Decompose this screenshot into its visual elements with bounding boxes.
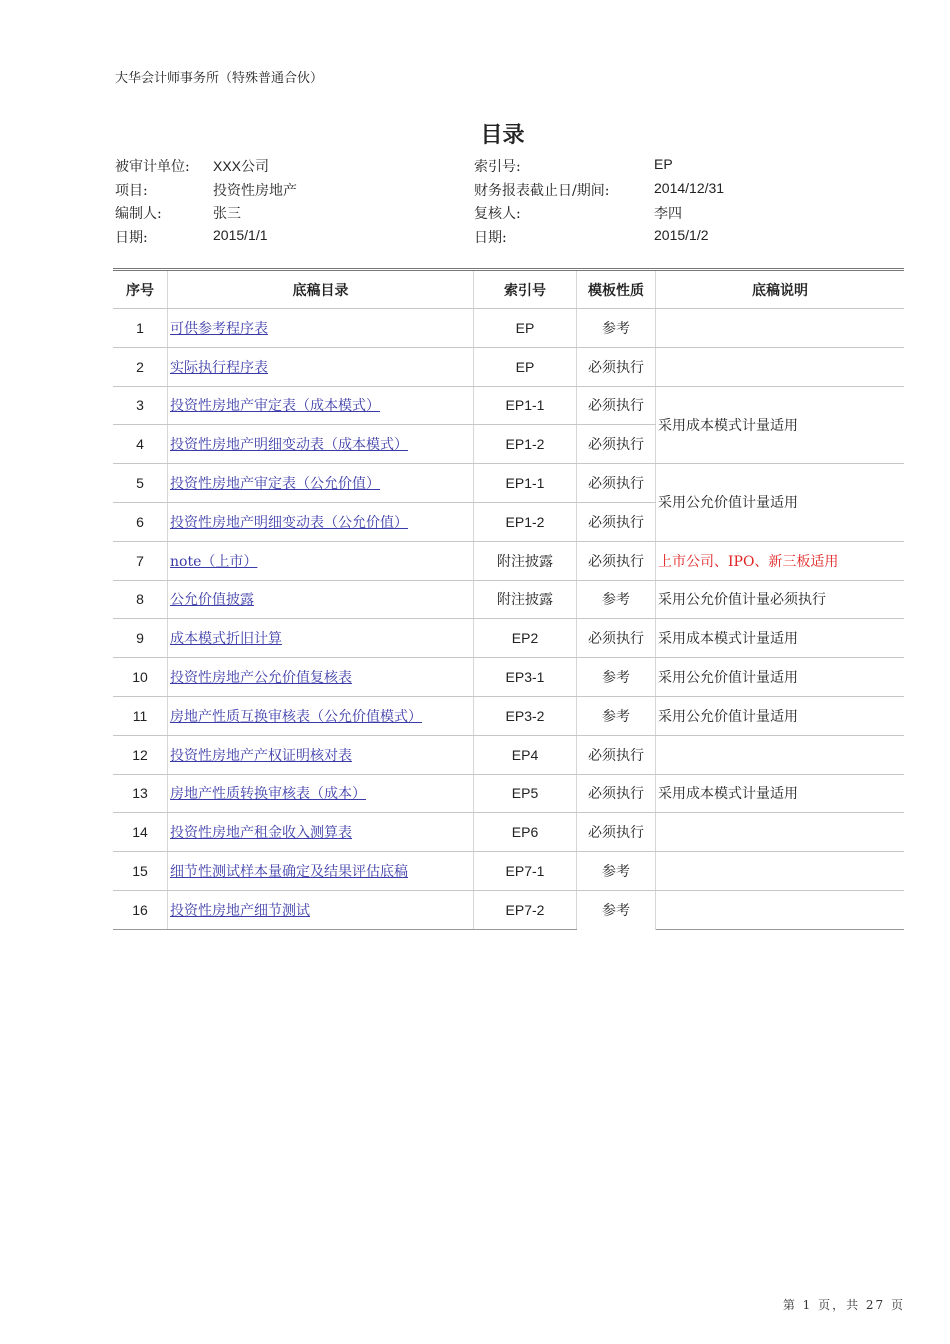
row-index: EP1-1 [474, 386, 577, 425]
row-index: EP7-2 [474, 890, 577, 929]
period-value: 2014/12/31 [654, 180, 725, 196]
workpaper-link[interactable]: 投资性房地产明细变动表（公允价值） [170, 514, 408, 531]
row-index: EP4 [474, 735, 577, 774]
row-note-text: 上市公司、IPO、新三板适用 [658, 553, 839, 570]
toc-body [113, 309, 904, 930]
table-row [113, 658, 904, 697]
table-row [113, 774, 904, 813]
row-nature: 参考 [577, 580, 656, 619]
workpaper-link[interactable]: 细节性测试样本量确定及结果评估底稿 [170, 864, 408, 881]
row-nature: 必须执行 [577, 813, 656, 852]
row-nature: 必须执行 [577, 735, 656, 774]
row-number: 2 [113, 347, 168, 386]
row-note [656, 658, 905, 697]
row-name-cell [168, 347, 474, 386]
row-name-cell [168, 619, 474, 658]
row-note [656, 464, 905, 542]
row-name-cell [168, 813, 474, 852]
row-note-text: 采用成本模式计量适用 [658, 417, 798, 434]
row-nature: 参考 [577, 890, 656, 929]
row-number: 16 [113, 890, 168, 929]
table-row [113, 852, 904, 891]
row-number: 12 [113, 735, 168, 774]
table-row [113, 619, 904, 658]
row-number: 7 [113, 541, 168, 580]
header-index: 索引号 [474, 271, 577, 309]
table-row [113, 347, 904, 386]
row-note-text: 采用成本模式计量适用 [658, 786, 798, 803]
row-note [656, 890, 905, 929]
date2-value: 2015/1/2 [654, 227, 709, 243]
workpaper-link[interactable]: 投资性房地产租金收入测算表 [170, 825, 352, 842]
row-index: 附注披露 [474, 541, 577, 580]
row-note [656, 309, 905, 348]
row-number: 6 [113, 502, 168, 541]
row-nature: 必须执行 [577, 464, 656, 503]
row-note [656, 852, 905, 891]
reviewer-label: 复核人: [474, 206, 521, 222]
row-number: 9 [113, 619, 168, 658]
row-number: 1 [113, 309, 168, 348]
date1-label: 日期: [115, 230, 148, 246]
client-label: 被审计单位: [115, 159, 190, 175]
row-nature: 必须执行 [577, 619, 656, 658]
row-name-cell [168, 580, 474, 619]
header-nature: 模板性质 [577, 271, 656, 309]
row-name-cell [168, 386, 474, 425]
row-number: 14 [113, 813, 168, 852]
index-value: EP [654, 156, 673, 172]
workpaper-link[interactable]: 投资性房地产审定表（成本模式） [170, 398, 380, 415]
row-index: 附注披露 [474, 580, 577, 619]
workpaper-link[interactable]: 投资性房地产公允价值复核表 [170, 670, 352, 687]
row-name-cell [168, 502, 474, 541]
table-row [113, 890, 904, 929]
row-index: EP1-2 [474, 502, 577, 541]
row-note [656, 347, 905, 386]
row-number: 3 [113, 386, 168, 425]
workpaper-link[interactable]: 可供参考程序表 [170, 320, 268, 337]
table-row [113, 580, 904, 619]
workpaper-link[interactable]: 投资性房地产产权证明核对表 [170, 747, 352, 764]
row-nature: 参考 [577, 309, 656, 348]
preparer-value: 张三 [213, 206, 241, 222]
row-name-cell [168, 735, 474, 774]
row-index: EP7-1 [474, 852, 577, 891]
row-note [656, 696, 905, 735]
row-note-text: 采用公允价值计量适用 [658, 670, 798, 687]
workpaper-link[interactable]: 房地产性质转换审核表（成本） [170, 786, 366, 803]
row-index: EP3-2 [474, 696, 577, 735]
row-index: EP5 [474, 774, 577, 813]
project-label: 项目: [115, 183, 148, 199]
period-label: 财务报表截止日/期间: [474, 183, 610, 199]
date1-value: 2015/1/1 [213, 227, 268, 243]
row-number: 4 [113, 425, 168, 464]
table-row [113, 386, 904, 425]
project-value: 投资性房地产 [213, 183, 297, 199]
row-nature: 必须执行 [577, 502, 656, 541]
preparer-label: 编制人: [115, 206, 162, 222]
row-name-cell [168, 425, 474, 464]
row-name-cell [168, 890, 474, 929]
table-row [113, 464, 904, 503]
row-nature: 必须执行 [577, 774, 656, 813]
row-name-cell [168, 696, 474, 735]
row-number: 11 [113, 696, 168, 735]
toc-table [113, 271, 904, 930]
date2-label: 日期: [474, 230, 507, 246]
table-row [113, 541, 904, 580]
row-name-cell [168, 541, 474, 580]
row-note-text: 采用公允价值计量必须执行 [658, 592, 826, 609]
row-note [656, 386, 905, 464]
reviewer-value: 李四 [654, 206, 682, 222]
row-index: EP6 [474, 813, 577, 852]
row-nature: 参考 [577, 658, 656, 697]
row-number: 15 [113, 852, 168, 891]
firm-name: 大华会计师事务所（特殊普通合伙） [115, 71, 324, 86]
page-title: 目录 [480, 123, 525, 148]
row-name-cell [168, 464, 474, 503]
row-nature: 必须执行 [577, 541, 656, 580]
row-note [656, 541, 905, 580]
page-footer: 第 1 页，共 27 页 [782, 1298, 905, 1312]
table-row [113, 696, 904, 735]
header-note: 底稿说明 [656, 271, 905, 309]
row-name-cell [168, 774, 474, 813]
workpaper-link[interactable]: 实际执行程序表 [170, 359, 268, 376]
row-index: EP [474, 309, 577, 348]
row-note [656, 774, 905, 813]
row-index: EP2 [474, 619, 577, 658]
row-index: EP1-2 [474, 425, 577, 464]
row-nature: 必须执行 [577, 386, 656, 425]
row-number: 8 [113, 580, 168, 619]
row-note-text: 采用成本模式计量适用 [658, 631, 798, 648]
row-name-cell [168, 658, 474, 697]
client-value: XXX公司 [213, 158, 270, 174]
workpaper-link[interactable]: note（上市） [170, 553, 258, 570]
index-label: 索引号: [474, 159, 521, 175]
table-row [113, 735, 904, 774]
row-number: 13 [113, 774, 168, 813]
row-number: 10 [113, 658, 168, 697]
row-note [656, 580, 905, 619]
row-note [656, 813, 905, 852]
workpaper-link[interactable]: 投资性房地产细节测试 [170, 902, 310, 919]
row-number: 5 [113, 464, 168, 503]
workpaper-link[interactable]: 房地产性质互换审核表（公允价值模式） [170, 708, 422, 725]
workpaper-link[interactable]: 公允价值披露 [170, 592, 254, 609]
row-note-text: 采用公允价值计量适用 [658, 708, 798, 725]
row-name-cell [168, 852, 474, 891]
row-name-cell [168, 309, 474, 348]
table-header-row [113, 271, 904, 309]
table-row [113, 813, 904, 852]
row-nature: 参考 [577, 696, 656, 735]
row-note-text: 采用公允价值计量适用 [658, 495, 798, 512]
workpaper-link[interactable]: 投资性房地产审定表（公允价值） [170, 476, 380, 493]
header-name: 底稿目录 [168, 271, 474, 309]
row-note [656, 619, 905, 658]
workpaper-link[interactable]: 投资性房地产明细变动表（成本模式） [170, 437, 408, 454]
row-nature: 必须执行 [577, 347, 656, 386]
row-nature: 参考 [577, 852, 656, 891]
row-note [656, 735, 905, 774]
row-index: EP3-1 [474, 658, 577, 697]
header-no: 序号 [113, 271, 168, 309]
row-nature: 必须执行 [577, 425, 656, 464]
workpaper-link[interactable]: 成本模式折旧计算 [170, 631, 282, 648]
table-row [113, 309, 904, 348]
row-index: EP1-1 [474, 464, 577, 503]
row-index: EP [474, 347, 577, 386]
